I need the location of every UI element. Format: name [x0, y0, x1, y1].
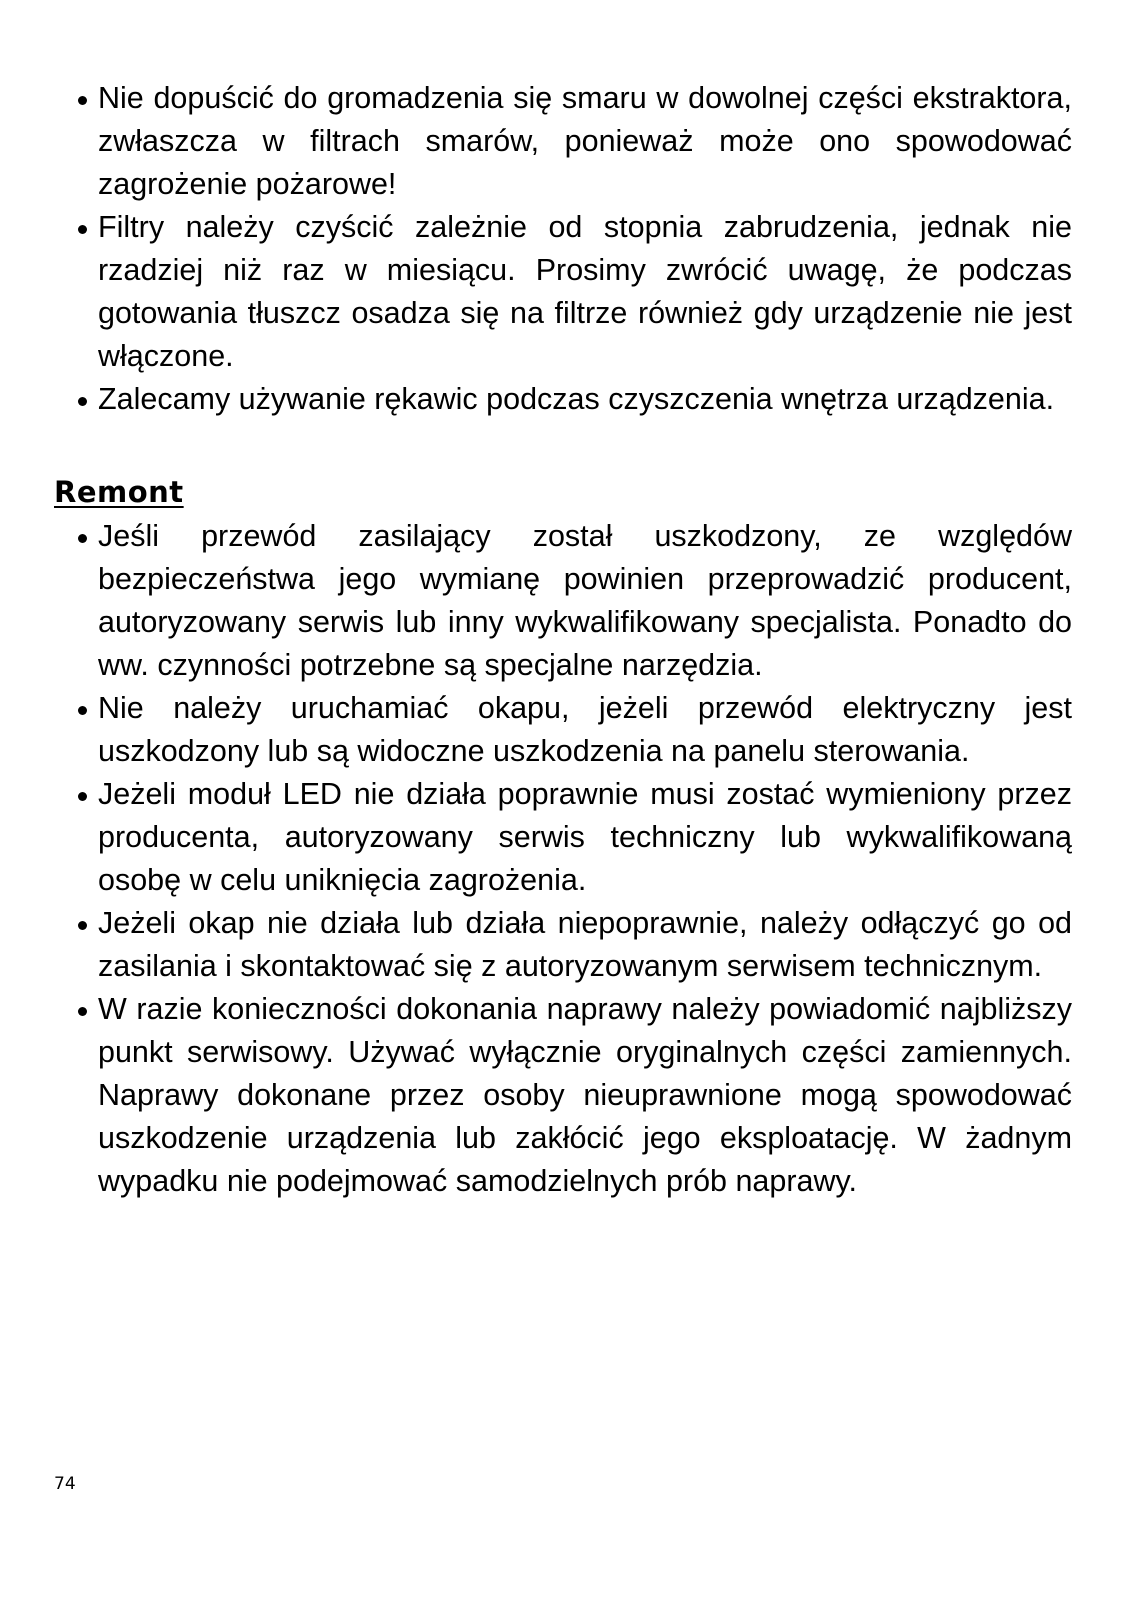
bullet-icon — [78, 1007, 87, 1016]
list-item — [78, 77, 1072, 206]
item-text: Zalecamy używanie rękawic podczas czyszczenia wnętrza urządzenia. — [98, 382, 1055, 416]
section-heading: Remont — [54, 475, 184, 509]
bullet-icon — [78, 706, 87, 715]
item-text: Jeśli przewód zasilający został uszkodzony, ze względów bezpieczeństwa jego wymianę powinien przeprowadzić producent, autoryzowany serwis lub inny wykwalifikowany specjalista. Ponadto do ww. czynności potrzebne są specjalne narzędzia. — [98, 519, 1072, 682]
list-item — [78, 988, 1072, 1203]
item-text: W razie konieczności dokonania naprawy należy powiadomić najbliższy punkt serwisowy. Używać wyłącznie oryginalnych części zamiennych. Naprawy dokonane przez osoby nieuprawnione mogą spowodować uszkodzenie urządzenia lub zakłócić jego eksploatację. W żadnym wypadku nie podejmować samodzielnych prób naprawy. — [98, 992, 1072, 1198]
page-number: 74 — [54, 1474, 76, 1494]
list-item — [78, 687, 1072, 773]
item-text: Nie należy uruchamiać okapu, jeżeli przewód elektryczny jest uszkodzony lub są widoczne uszkodzenia na panelu sterowania. — [98, 691, 1072, 768]
bullet-icon — [78, 96, 87, 105]
list-item — [78, 902, 1072, 988]
list-item — [78, 378, 1072, 421]
list-item — [78, 206, 1072, 378]
item-text: Jeżeli okap nie działa lub działa niepoprawnie, należy odłączyć go od zasilania i skontaktować się z autoryzowanym serwisem technicznym. — [98, 906, 1072, 983]
repair-list — [78, 515, 1072, 1203]
bullet-icon — [78, 792, 87, 801]
bullet-icon — [78, 534, 87, 543]
item-text: Nie dopuścić do gromadzenia się smaru w dowolnej części ekstraktora, zwłaszcza w filtrach smarów, ponieważ może ono spowodować zagrożenie pożarowe! — [98, 81, 1072, 201]
maintenance-list — [78, 77, 1072, 421]
list-item — [78, 773, 1072, 902]
bullet-icon — [78, 225, 87, 234]
item-text: Filtry należy czyścić zależnie od stopnia zabrudzenia, jednak nie rzadziej niż raz w miesiącu. Prosimy zwrócić uwagę, że podczas gotowania tłuszcz osadza się na filtrze również gdy urządzenie nie jest włączone. — [98, 210, 1072, 373]
bullet-icon — [78, 397, 87, 406]
list-item — [78, 515, 1072, 687]
item-text: Jeżeli moduł LED nie działa poprawnie musi zostać wymieniony przez producenta, autoryzowany serwis techniczny lub wykwalifikowaną osobę w celu uniknięcia zagrożenia. — [98, 777, 1072, 897]
bullet-icon — [78, 921, 87, 930]
